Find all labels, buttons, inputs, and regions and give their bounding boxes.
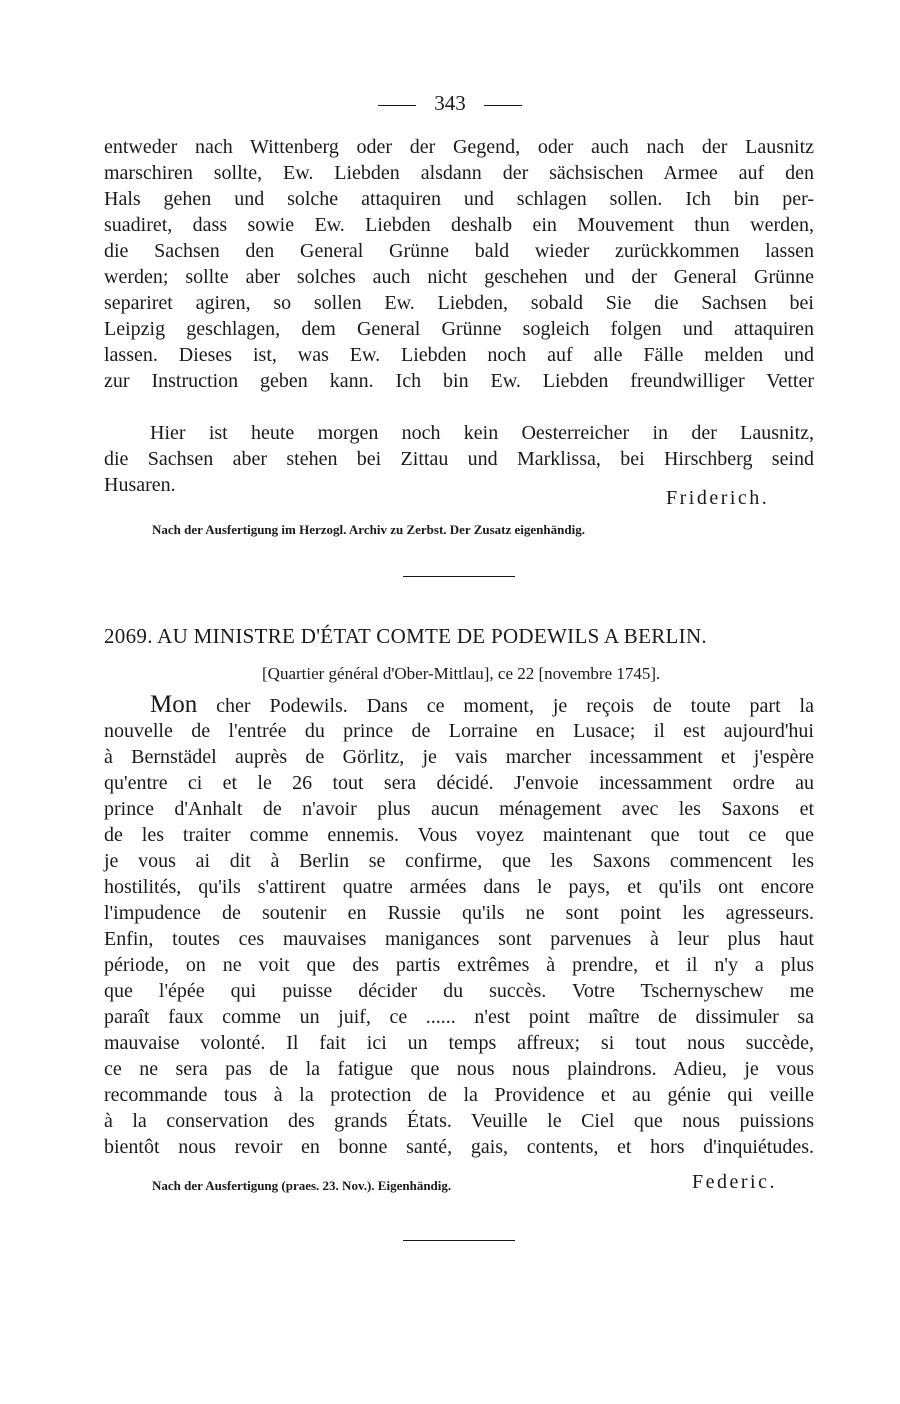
letter-heading: 2069. AU MINISTRE D'ÉTAT COMTE DE PODEWILS A BERLIN.: [104, 624, 707, 648]
text-line: je vous ai dit à Berlin se confirme, que les Saxons commencent les: [104, 850, 814, 872]
text-line: paraît faux comme un juif, ce ...... n'est point maître de dissimuler sa: [104, 1006, 814, 1028]
signature-federic: Federic.: [692, 1171, 777, 1193]
text-line: die Sachsen den General Grünne bald wieder zurückkommen lassen: [104, 240, 814, 262]
text-line: marschiren sollte, Ew. Liebden alsdann der sächsischen Armee auf den: [104, 162, 814, 184]
header-dash-right: [484, 105, 522, 106]
text-line: Hier ist heute morgen noch kein Oesterreicher in der Lausnitz,: [150, 422, 814, 444]
letter-continuation-body: [104, 134, 814, 394]
text-line: entweder nach Wittenberg oder der Gegend, oder auch nach der Lausnitz: [104, 136, 814, 158]
text-line: zur Instruction geben kann. Ich bin Ew. Liebden freundwilliger Vetter: [104, 370, 814, 392]
text-line: prince d'Anhalt de n'avoir plus aucun ménagement avec les Saxons et: [104, 798, 814, 820]
text-line-first: [104, 692, 814, 718]
source-note: Nach der Ausfertigung (praes. 23. Nov.). Eigenhändig.: [152, 1178, 452, 1193]
text-line: l'impudence de soutenir en Russie qu'ils ne sont point les agresseurs.: [104, 902, 814, 924]
text-line: de les traiter comme ennemis. Vous voyez maintenant que tout ce que: [104, 824, 814, 846]
section-divider: [403, 1240, 515, 1241]
text-line: nouvelle de l'entrée du prince de Lorraine en Lusace; il est aujourd'hui: [104, 720, 814, 742]
text-line: à la conservation des grands États. Veuille le Ciel que nous puissions: [104, 1110, 814, 1132]
text-line: Leipzig geschlagen, dem General Grünne sogleich folgen und attaquiren: [104, 318, 814, 340]
text-line: à Bernstädel auprès de Görlitz, je vais marcher incessamment et j'espère: [104, 746, 814, 768]
text-line: que l'épée qui puisse décider du succès. Votre Tschernyschew me: [104, 980, 814, 1002]
signature-friderich: Friderich.: [666, 487, 770, 509]
text-line: hostilités, qu'ils s'attirent quatre armées dans le pays, et qu'ils ont encore: [104, 876, 814, 898]
header-dash-left: [378, 105, 416, 106]
text-line: bientôt nous revoir en bonne santé, gais, contents, et hors d'inquiétudes.: [104, 1136, 814, 1158]
source-note: Nach der Ausfertigung im Herzogl. Archiv zu Zerbst. Der Zusatz eigenhändig.: [152, 522, 585, 537]
text-line: Husaren.: [104, 474, 176, 496]
page-number-header: [0, 88, 900, 118]
section-divider: [403, 576, 515, 577]
text-line: période, on ne voit que des partis extrêmes à prendre, et il n'y a plus: [104, 954, 814, 976]
text-line: separiret agiren, so sollen Ew. Liebden, sobald Sie die Sachsen bei: [104, 292, 814, 314]
text-line: ce ne sera pas de la fatigue que nous nous plaindrons. Adieu, je vous: [104, 1058, 814, 1080]
text-line: qu'entre ci et le 26 tout sera décidé. J'envoie incessamment ordre au: [104, 772, 814, 794]
first-word: Mon: [150, 691, 198, 718]
page-number: 343: [434, 91, 466, 115]
text-line: suadiret, dass sowie Ew. Liebden deshalb ein Mouvement thun werden,: [104, 214, 814, 236]
text-line: Enfin, toutes ces mauvaises manigances sont parvenues à leur plus haut: [104, 928, 814, 950]
text-line: lassen. Dieses ist, was Ew. Liebden noch auf alle Fälle melden und: [104, 344, 814, 366]
first-line-rest: cher Podewils. Dans ce moment, je reçois de toute part la: [197, 695, 814, 717]
text-line: werden; sollte aber solches auch nicht geschehen und der General Grünne: [104, 266, 814, 288]
letter-dateline: [Quartier général d'Ober-Mittlau], ce 22 [novembre 1745].: [262, 664, 661, 683]
text-line: recommande tous à la protection de la Providence et au génie qui veille: [104, 1084, 814, 1106]
text-line: Hals gehen und solche attaquiren und schlagen sollen. Ich bin per-: [104, 188, 814, 210]
text-line: die Sachsen aber stehen bei Zittau und Marklissa, bei Hirschberg seind: [104, 448, 814, 470]
letter-2069-body: [104, 692, 814, 1160]
text-line: mauvaise volonté. Il fait ici un temps affreux; si tout nous succède,: [104, 1032, 814, 1054]
